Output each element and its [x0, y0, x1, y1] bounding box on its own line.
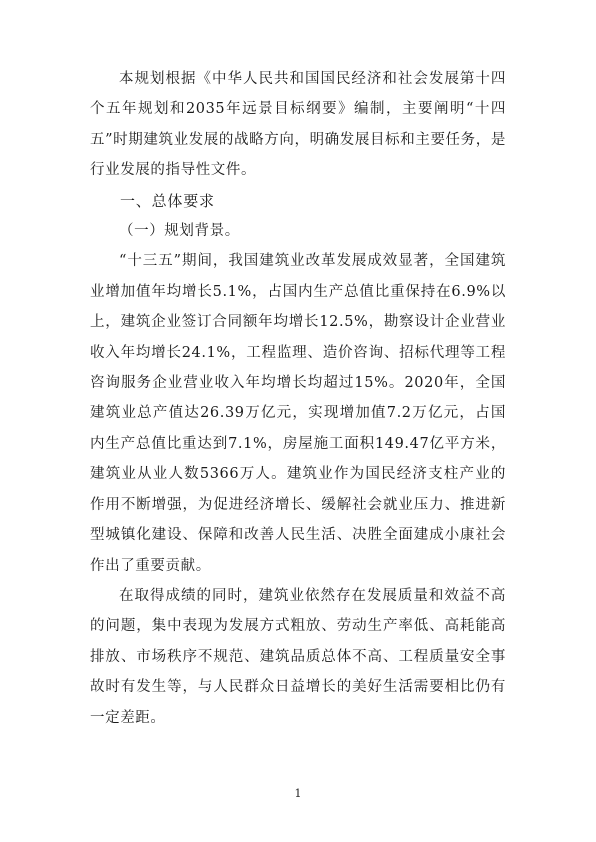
page-number: 1: [294, 787, 302, 800]
problems-paragraph: 在取得成绩的同时，建筑业依然存在发展质量和效益不高的问题，集中表现为发展方式粗放、劳动生产率低、高耗能高排放、市场秩序不规范、建筑品质总体不高、工程质量安全事故时有发生等，与人民群众日益增长的美好生活需要相比仍有一定差距。: [90, 587, 506, 726]
section-heading: 一、总体要求: [120, 191, 215, 210]
background-paragraph: “十三五”期间，我国建筑业改革发展成效显著，全国建筑业增加值年均增长5.1%，占国内生产总值比重保持在6.9%以上，建筑企业签订合同额年均增长12.5%，勘察设计企业营业收入年均增长24.1%，工程监理、造价咨询、招标代理等工程咨询服务企业营业收入年均增长均超过15%。2020年，全国建筑业总产值达26.39万亿元，实现增加值7.2万亿元，占国内生产总值比重达到7.1%，房屋施工面积149.47亿平方米，建筑业从业人数5366万人。建筑业作为国民经济支柱产业的作用不断增强，为促进经济增长、缓解社会就业压力、推进新型城镇化建设、保障和改善人民生活、决胜全面建成小康社会作出了重要贡献。: [90, 253, 506, 574]
subsection-heading: （一）规划背景。: [119, 223, 240, 240]
intro-paragraph: 本规划根据《中华人民共和国国民经济和社会发展第十四个五年规划和2035年远景目标纲要》编制，主要阐明“十四五”时期建筑业发展的战略方向，明确发展目标和主要任务，是行业发展的指导性文件。: [90, 71, 506, 179]
document-body: [90, 64, 506, 733]
